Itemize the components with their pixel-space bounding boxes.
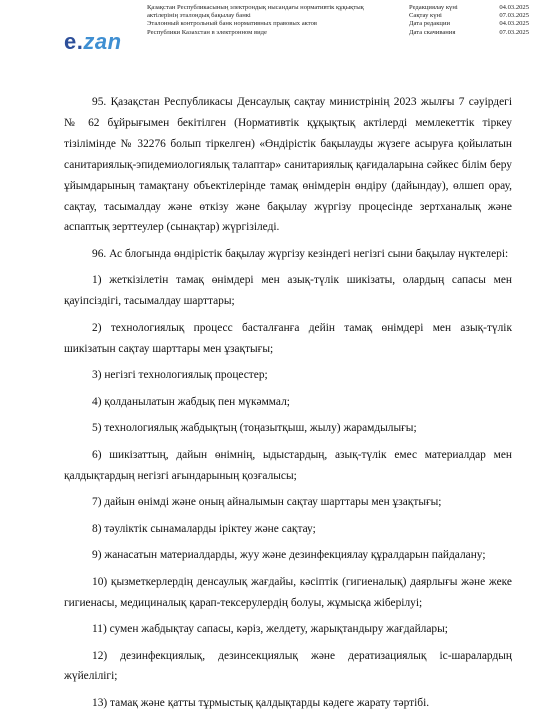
meta-value: 07.03.2025 [499, 28, 529, 36]
meta-value: 04.03.2025 [499, 4, 529, 11]
list-item: 8) тәуліктік сынамаларды іріктеу және сақтау; [92, 522, 316, 535]
header-dates [409, 4, 529, 37]
list-item: 3) негізгі технологиялық процестер; [92, 369, 268, 382]
meta-row [409, 20, 529, 28]
list-item: 5) технологиялық жабдықтың (тоңазытқыш, жылу) жарамдылығы; [92, 422, 417, 435]
list-item: 11) сумен жабдықтау сапасы, кәріз, желдету, жарықтандыру жағдайлары; [92, 623, 448, 636]
meta-row [409, 29, 529, 37]
list-item: 7) дайын өнімді және оның айналымын сақтау шарттары мен ұзақтығы; [92, 496, 442, 509]
list-item: 4) қолданылатын жабдық пен мүкәммал; [92, 395, 290, 408]
paragraph: 95. Қазақстан Республикасы Денсаулық сақтау министрінің 2023 жылғы 7 сәуірдегі № 62 бұйрығымен бекітілген (Нормативтік құқықтық актілерді мемлекеттік тіркеу тізілімінде № 32276 болып тіркелген) «Өндірістік бақылауды жүзеге асыруға қойылатын санитариялық-эпидемиологиялық талаптар» санитариялық қағидаларына сәйкес білім беру ұйымдарының тамақтану объектілерінде тамақ өнімдерін өндіру (дайындау), өлшеп орау, сақтау, тасымалдау және өткізу және бақылау жүргізу процесінде зертханалық және аспаптық зерттеулер (сынақтар) жүргізіледі. [64, 96, 512, 234]
meta-label: Сақтау күні [409, 12, 442, 20]
list-item: 6) шикізаттың, дайын өнімнің, ыдыстардың, азық-түлік емес материалдар мен қалдықтардың негізгі ағындарының қозғалысы; [64, 448, 512, 482]
meta-label: Редакциялау күні [409, 4, 458, 11]
header-title-line: актілерінің эталондық бақылау банкі [147, 12, 251, 20]
list-item: 13) тамақ және қатты тұрмыстық қалдықтарды кәдеге жарату тәртібі. [92, 696, 430, 709]
meta-label: Дата редакции [409, 20, 450, 28]
meta-row [409, 4, 529, 12]
list-item: 2) технологиялық процесс басталғанға дейін тамақ өнімдері мен азық-түлік шикізатын сақтау шарттары мен ұзақтығы; [64, 321, 512, 355]
ezan-logo[interactable] [64, 31, 122, 53]
logo-zan: zan [83, 29, 122, 54]
header-title-line: Эталонный контрольный банк нормативных правовых актов [147, 20, 317, 28]
logo-e: e. [64, 29, 84, 54]
document-header [0, 0, 557, 72]
meta-label: Дата скачивания [409, 28, 456, 36]
header-title-line: Қазақстан Республикасының электрондық нысандағы нормативтік құқықтық [147, 4, 364, 11]
meta-value: 04.03.2025 [499, 20, 529, 28]
meta-row [409, 12, 529, 20]
list-item: 12) дезинфекциялық, дезинсекциялық және дератизациялық іс-шаралардың жүйелілігі; [64, 649, 512, 683]
list-item: 1) жеткізілетін тамақ өнімдері мен азық-түлік шикізаты, олардың сапасы мен қауіпсіздігі, тасымалдау шарттары; [64, 274, 512, 308]
list-item: 10) қызметкерлердің денсаулық жағдайы, кәсіптік (гигиеналық) даярлығы және жеке гигиенасы, медициналық қарап-тексерулердің болуы, жұмысқа жіберілуі; [64, 575, 512, 609]
document-body [64, 92, 512, 719]
paragraph: 96. Ас блогында өндірістік бақылау жүргізу кезіндегі негізгі сыни бақылау нүктелері: [92, 247, 509, 260]
header-title [147, 4, 397, 37]
header-title-line: Республики Казахстан в электронном виде [147, 28, 267, 36]
list-item: 9) жанасатын материалдарды, жуу және дезинфекциялау құралдарын пайдалану; [92, 549, 486, 562]
meta-value: 07.03.2025 [499, 12, 529, 20]
